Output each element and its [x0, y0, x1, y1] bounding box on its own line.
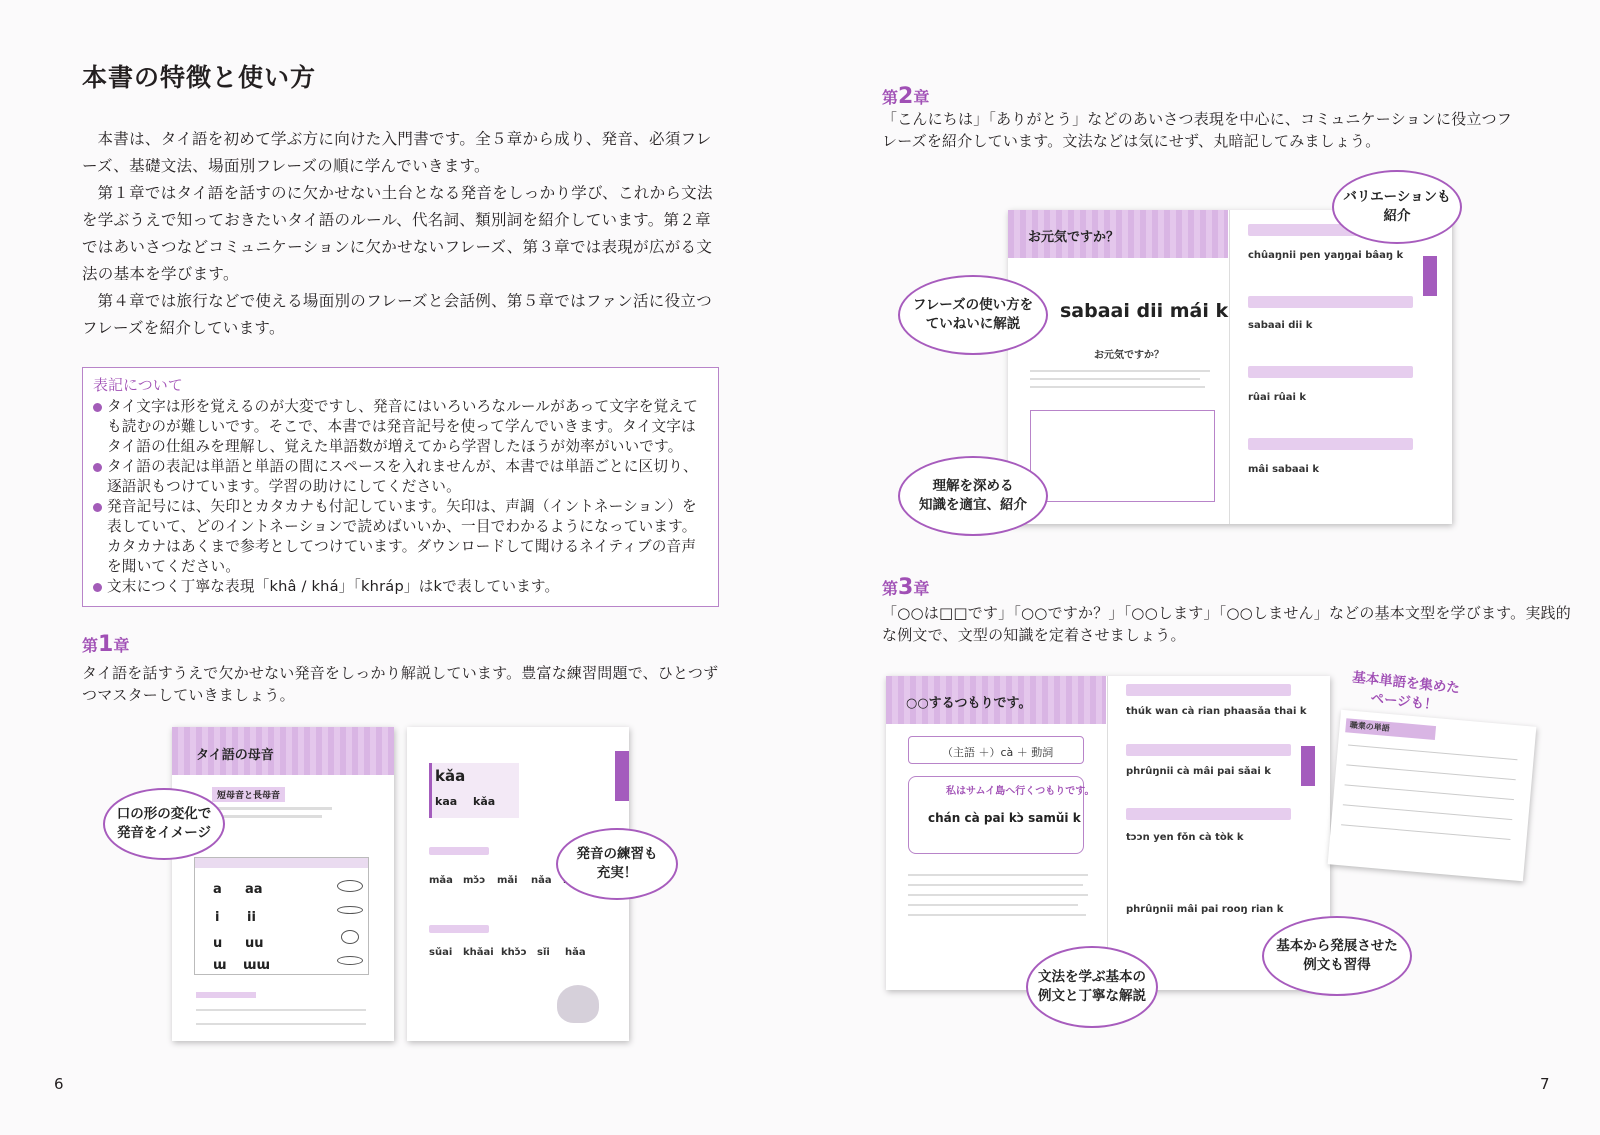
mouth-icon [341, 930, 359, 944]
thai-phrase: phrûŋnii mâi pai rooŋ rian k [1126, 904, 1284, 915]
notation-item: タイ語の表記は単語と単語の間にスペースを入れませんが、本書では単語ごとに区切り、逐語訳もつけています。学習の助けにしてください。 [93, 457, 708, 497]
chapter2-sample-spread [1008, 210, 1452, 524]
callout-pronunciation-practice [556, 828, 678, 900]
thai-phrase: chán cà pai kɔ̀ samǔi k [928, 811, 1081, 825]
chapter3-heading [882, 575, 929, 600]
intro-paragraph: 本書は、タイ語を初めて学ぶ方に向けた入門書です。全５章から成り、発音、必須フレーズ、基礎文法、場面別フレーズの順に学んでいきます。 [82, 130, 712, 175]
page-number: 6 [54, 1075, 64, 1093]
thai-word: mɔ̌ɔ [463, 875, 486, 886]
thai-phrase: chûaŋnii pen yaŋŋai bâaŋ k [1248, 250, 1404, 261]
notation-box [82, 367, 719, 607]
chapter1-sample-page-left [172, 727, 394, 1041]
callout-text: 文法を学ぶ基本の 例文と丁寧な解説 [1038, 969, 1146, 1004]
intro-text [82, 126, 722, 342]
vowel: a [213, 882, 222, 897]
example-translation: 私はサムイ島へ行くつもりです。 [946, 786, 1095, 797]
chapter-number: 3 [898, 575, 914, 600]
chapter1-heading [82, 632, 129, 657]
thai-phrase: thúk wan cà rian phaasǎa thai k [1126, 706, 1307, 717]
thai-word: kǎa [473, 795, 496, 808]
thai-phrase: sabaai dii mái k [1060, 300, 1229, 322]
callout-examples [1262, 916, 1412, 996]
vowel: ɯ [213, 958, 227, 973]
thai-word: kǎa [435, 767, 466, 785]
thai-word: kaa [435, 795, 458, 808]
vowel: ii [247, 910, 256, 925]
intro-paragraph: 第４章では旅行などで使える場面別のフレーズと会話例、第５章ではファン活に役立つフレーズを紹介しています。 [82, 292, 712, 337]
thai-phrase: tɔɔn yen fǒn cà tòk k [1126, 832, 1244, 843]
page-number: 7 [1540, 1075, 1550, 1093]
chapter-tab [1423, 256, 1437, 296]
phrase-translation: お元気ですか？ [1094, 350, 1164, 361]
chapter-suffix: 章 [913, 579, 930, 598]
chapter-tab [615, 751, 629, 801]
chapter-tab [1301, 746, 1315, 786]
chapter3-sample-spread [886, 676, 1330, 990]
notation-heading: 表記について [93, 376, 183, 394]
thai-word: mǎi [497, 875, 518, 886]
callout-text: 理解を深める 知識を適宜、紹介 [919, 478, 1027, 513]
mouth-icon [337, 906, 363, 914]
thumb-subtitle: 短母音と長母音 [212, 787, 285, 802]
vowel: uu [245, 936, 264, 951]
thai-word: mǎa [429, 875, 453, 886]
chapter2-heading [882, 84, 929, 109]
callout-grammar [1026, 946, 1158, 1028]
chapter2-description: 「こんにちは」「ありがとう」などのあいさつ表現を中心に、コミュニケーションに役立つフレーズを紹介しています。文法などは気にせず、丸暗記してみましょう。 [882, 110, 1513, 150]
thai-word: sǔai [429, 947, 453, 958]
chapter-label: 第 [882, 579, 899, 598]
vocab-title: 職業の単語 [1349, 720, 1391, 734]
callout-text: フレーズの使い方を ていねいに解説 [912, 297, 1034, 332]
formula: （主語 ＋）cà ＋ 動詞 [942, 746, 1054, 759]
callout-text: 口の形の変化で 発音をイメージ [116, 806, 212, 841]
callout-text: 基本から発展させた 例文も習得 [1276, 938, 1398, 973]
vowel: i [215, 910, 220, 925]
thai-word: khǎai [463, 947, 494, 958]
chapter1-description: タイ語を話すうえで欠かせない発音をしっかり解説しています。豊富な練習問題で、ひとつずつマスターしていきましょう。 [82, 664, 719, 704]
vowel: aa [245, 882, 263, 897]
callout-text: 発音の練習も 充実！ [576, 846, 658, 881]
notation-item: 発音記号には、矢印とカタカナも付記しています。矢印は、声調（イントネーション）を表していて、どのイントネーションで読めばいいか、一目でわかるようになっています。カタカナはあくまで参考としてつけています。ダウンロードして聞けるネイティブの音声を聞いてください。 [93, 497, 708, 577]
thumb-title: お元気ですか？ [1028, 230, 1120, 245]
thai-word: nǎa [531, 875, 552, 886]
right-page [800, 0, 1600, 1135]
chapter-number: 2 [898, 84, 914, 109]
callout-knowledge [898, 456, 1048, 536]
thumb-title: ○○するつもりです。 [906, 696, 1032, 711]
mouth-icon [337, 880, 363, 892]
chapter-suffix: 章 [913, 88, 930, 107]
chapter3-description: 「○○は□□です」「○○ですか？」「○○します」「○○しません」などの基本文型を学びます。実践的な例文で、文型の知識を定着させましょう。 [882, 604, 1571, 644]
thai-phrase: mâi sabaai k [1248, 464, 1319, 475]
callout-text: 基本単語を集めた ページも！ [1351, 669, 1461, 714]
callout-text: バリエーションも 紹介 [1343, 189, 1451, 224]
callout-mouth-shape [103, 788, 225, 860]
thai-phrase: sabaai dii k [1248, 320, 1313, 331]
notation-item: 文末につく丁寧な表現「khâ / khá」「khráp」はkで表しています。 [93, 577, 708, 597]
mouth-icon [337, 956, 363, 965]
thumb-title: タイ語の母音 [196, 748, 274, 763]
chapter-label: 第 [82, 636, 99, 655]
chapter-number: 1 [98, 632, 114, 657]
chapter-suffix: 章 [113, 636, 130, 655]
chapter-label: 第 [882, 88, 899, 107]
thai-phrase: phrûŋnii cà mâi pai sǎai k [1126, 766, 1271, 777]
vowel-table [194, 857, 369, 975]
thai-word: hǎa [565, 947, 586, 958]
callout-variation [1332, 170, 1462, 244]
page-title: 本書の特徴と使い方 [82, 63, 317, 92]
notation-item: タイ文字は形を覚えるのが大変ですし、発音にはいろいろなルールがあって文字を覚えても読むのが難しいです。そこで、本書では発音記号を使って学んでいきます。タイ文字はタイ語の仕組みを理解し、覚えた単語数が増えてから学習したほうが効率がいいです。 [93, 397, 708, 457]
thai-word: khɔ̌ɔ [501, 947, 527, 958]
elephant-mascot-icon [557, 985, 599, 1023]
callout-usage [898, 275, 1048, 355]
thai-phrase: rûai rûai k [1248, 392, 1307, 403]
vowel: u [213, 936, 223, 951]
intro-paragraph: 第１章ではタイ語を話すのに欠かせない土台となる発音をしっかり学び、これから文法を学ぶうえで知っておきたいタイ語のルール、代名詞、類別詞を紹介しています。第２章ではあいさつなどコミュニケーションに欠かせないフレーズ、第３章では表現が広がる文法の基本を学びます。 [82, 184, 713, 283]
vocabulary-sample-page [1328, 710, 1537, 881]
thai-word: sǐi [537, 947, 550, 958]
advice-box [1030, 410, 1215, 502]
vowel: ɯɯ [243, 958, 271, 973]
